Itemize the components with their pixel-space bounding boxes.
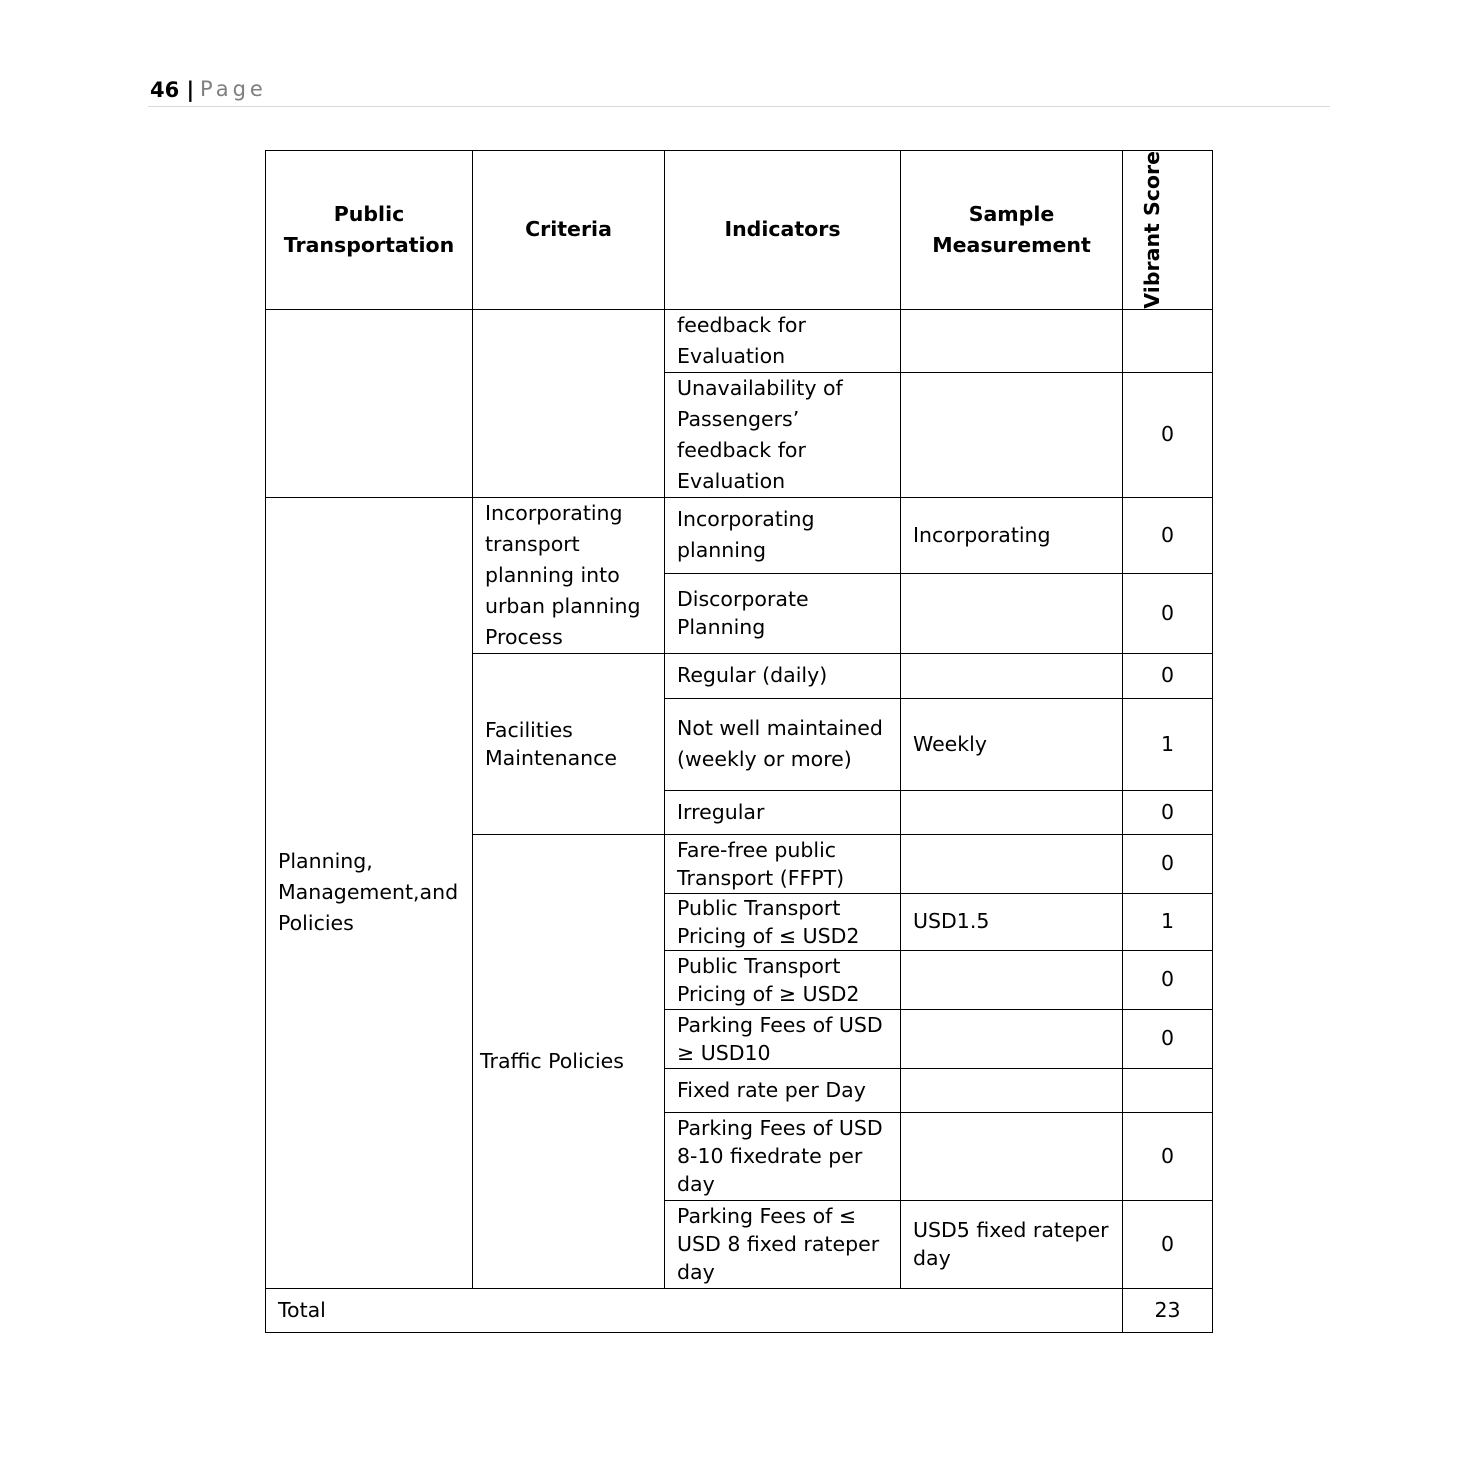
header-criteria: Criteria: [473, 151, 665, 310]
total-label: Total: [266, 1288, 1123, 1332]
category-cell-empty: [266, 309, 473, 497]
score-cell: 0: [1123, 1200, 1213, 1288]
transport-score-table: [265, 150, 1213, 1333]
score-cell: 0: [1123, 653, 1213, 698]
header-row: [266, 151, 1213, 310]
score-cell: 0: [1123, 834, 1213, 893]
page-header: [148, 74, 1330, 107]
indicator-cell: Regular (daily): [665, 653, 901, 698]
indicator-cell: Not well maintained (weekly or more): [665, 698, 901, 790]
measurement-cell: [901, 1009, 1123, 1068]
header-public-transportation: Public Transportation: [266, 151, 473, 310]
measurement-cell: [901, 950, 1123, 1009]
table-row: [266, 309, 1213, 372]
criteria-incorporating-transport-planning: Incorporating transport planning into urban planning Process: [473, 497, 665, 653]
score-cell: 1: [1123, 698, 1213, 790]
measurement-cell: [901, 309, 1123, 372]
score-cell: 0: [1123, 497, 1213, 573]
indicator-cell: Unavailability of Passengers’ feedback for Evaluation: [665, 372, 901, 497]
category-planning-management-policies: Planning, Management,and Policies: [266, 497, 473, 1288]
score-cell: 0: [1123, 1112, 1213, 1200]
score-cell: 0: [1123, 790, 1213, 834]
indicator-cell: Parking Fees of USD ≥ USD10: [665, 1009, 901, 1068]
indicator-cell: Parking Fees of ≤ USD 8 fixed rateper day: [665, 1200, 901, 1288]
total-score: 23: [1123, 1288, 1213, 1332]
total-row: [266, 1288, 1213, 1332]
criteria-facilities-maintenance: Facilities Maintenance: [473, 653, 665, 834]
indicator-cell: Fixed rate per Day: [665, 1068, 901, 1112]
measurement-cell: USD1.5: [901, 893, 1123, 950]
score-cell: [1123, 1068, 1213, 1112]
measurement-cell: [901, 653, 1123, 698]
indicator-cell: feedback for Evaluation: [665, 309, 901, 372]
indicator-cell: Public Transport Pricing of ≥ USD2: [665, 950, 901, 1009]
criteria-cell-empty: [473, 309, 665, 497]
score-cell: [1123, 309, 1213, 372]
measurement-cell: USD5 fixed rateper day: [901, 1200, 1123, 1288]
score-cell: 0: [1123, 372, 1213, 497]
vibrant-score-label: Vibrant Score: [1139, 151, 1164, 309]
indicator-cell: Fare-free public Transport (FFPT): [665, 834, 901, 893]
measurement-cell: [901, 573, 1123, 653]
measurement-cell: [901, 790, 1123, 834]
score-cell: 1: [1123, 893, 1213, 950]
indicator-cell: Parking Fees of USD 8-10 fixedrate per day: [665, 1112, 901, 1200]
criteria-traffic-policies: Traffic Policies: [473, 834, 665, 1288]
measurement-cell: Incorporating: [901, 497, 1123, 573]
measurement-cell: [901, 372, 1123, 497]
score-cell: 0: [1123, 1009, 1213, 1068]
measurement-cell: [901, 1068, 1123, 1112]
measurement-cell: [901, 1112, 1123, 1200]
table-row: [266, 497, 1213, 573]
indicator-cell: Public Transport Pricing of ≤ USD2: [665, 893, 901, 950]
header-vibrant-score: [1123, 151, 1213, 310]
measurement-cell: [901, 834, 1123, 893]
indicator-cell: Discorporate Planning: [665, 573, 901, 653]
header-sample-measurement: Sample Measurement: [901, 151, 1123, 310]
header-indicators: Indicators: [665, 151, 901, 310]
measurement-cell: Weekly: [901, 698, 1123, 790]
page-number: 46 |: [150, 78, 195, 102]
page-label: Page: [200, 77, 267, 101]
score-cell: 0: [1123, 573, 1213, 653]
indicator-cell: Incorporating planning: [665, 497, 901, 573]
indicator-cell: Irregular: [665, 790, 901, 834]
score-cell: 0: [1123, 950, 1213, 1009]
